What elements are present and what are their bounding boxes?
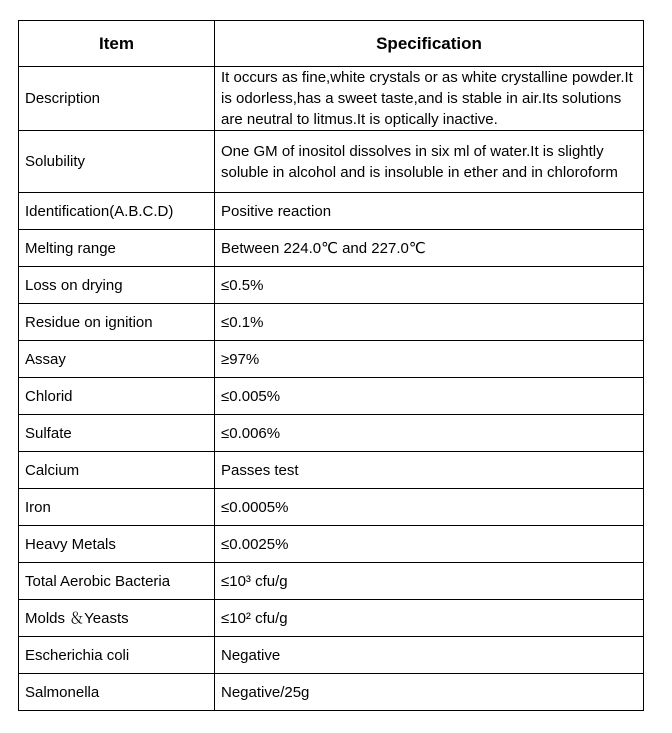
spec-cell: Between 224.0℃ and 227.0℃ [215, 230, 644, 267]
spec-cell: ≤0.0005% [215, 489, 644, 526]
table-row [19, 563, 644, 600]
item-cell: Melting range [19, 230, 215, 267]
spec-cell: Positive reaction [215, 193, 644, 230]
table-row [19, 674, 644, 711]
spec-cell: Negative [215, 637, 644, 674]
spec-cell: One GM of inositol dissolves in six ml of water.It is slightly soluble in alcohol and is insoluble in ether and in chloroform [215, 131, 644, 193]
table-row [19, 131, 644, 193]
spec-cell: ≤0.006% [215, 415, 644, 452]
item-cell: Molds ＆Yeasts [19, 600, 215, 637]
item-cell: Solubility [19, 131, 215, 193]
spec-cell: ≤0.005% [215, 378, 644, 415]
table-row [19, 526, 644, 563]
spec-cell: ≤0.0025% [215, 526, 644, 563]
item-cell: Salmonella [19, 674, 215, 711]
spec-cell: ≤10² cfu/g [215, 600, 644, 637]
item-cell: Identification(A.B.C.D) [19, 193, 215, 230]
spec-cell: ≤0.1% [215, 304, 644, 341]
table-row [19, 415, 644, 452]
item-cell: Total Aerobic Bacteria [19, 563, 215, 600]
item-cell: Escherichia coli [19, 637, 215, 674]
table-row [19, 193, 644, 230]
item-cell: Loss on drying [19, 267, 215, 304]
table-row [19, 341, 644, 378]
item-cell: Sulfate [19, 415, 215, 452]
spec-cell: Negative/25g [215, 674, 644, 711]
item-cell: Chlorid [19, 378, 215, 415]
table-row [19, 67, 644, 131]
spec-cell: It occurs as fine,white crystals or as white crystalline powder.It is odorless,has a sweet taste,and is stable in air.Its solutions are neutral to litmus.It is optically inactive. [215, 67, 644, 131]
table-header-row [19, 21, 644, 67]
spec-cell: ≤0.5% [215, 267, 644, 304]
table-row [19, 230, 644, 267]
column-header-item: Item [19, 21, 215, 67]
column-header-specification: Specification [215, 21, 644, 67]
item-cell: Description [19, 67, 215, 131]
table-row [19, 378, 644, 415]
table-row [19, 637, 644, 674]
table-row [19, 267, 644, 304]
item-cell: Calcium [19, 452, 215, 489]
item-cell: Iron [19, 489, 215, 526]
item-cell: Heavy Metals [19, 526, 215, 563]
specification-table [18, 20, 644, 711]
spec-cell: Passes test [215, 452, 644, 489]
item-cell: Residue on ignition [19, 304, 215, 341]
table-row [19, 489, 644, 526]
table-row [19, 452, 644, 489]
spec-cell: ≤10³ cfu/g [215, 563, 644, 600]
spec-cell: ≥97% [215, 341, 644, 378]
table-row [19, 600, 644, 637]
table-row [19, 304, 644, 341]
item-cell: Assay [19, 341, 215, 378]
